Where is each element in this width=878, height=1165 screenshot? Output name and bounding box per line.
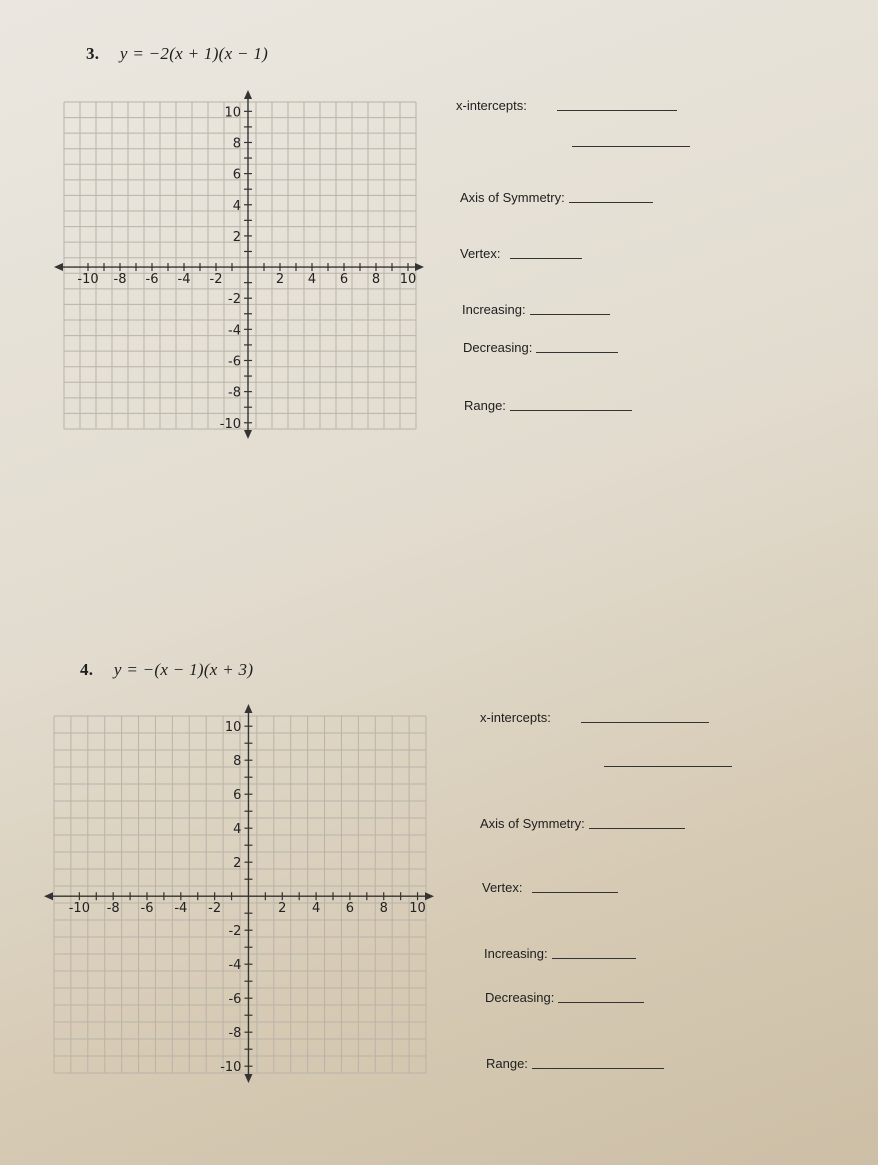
x-tick-label: 2	[278, 901, 287, 917]
increasing-field	[484, 946, 636, 961]
problem-number: 4.	[80, 660, 94, 679]
y-tick-label: 10	[224, 105, 241, 121]
x-intercepts-field	[480, 710, 709, 725]
y-tick-label: 2	[232, 229, 241, 245]
x-tick-label: -10	[68, 901, 90, 917]
increasing-field	[462, 302, 610, 317]
x-tick-label: -2	[208, 901, 222, 917]
x-tick-label: 2	[275, 272, 285, 288]
x-intercepts-blank-1[interactable]	[581, 722, 709, 723]
y-axis-arrow-down	[244, 430, 252, 439]
y-tick-label: 8	[233, 754, 242, 770]
grid-svg	[40, 702, 440, 1087]
y-tick-label: -2	[228, 924, 242, 940]
grid-lines	[54, 716, 426, 1076]
x-tick-label: -6	[140, 901, 154, 917]
axis-of-symmetry-label: Axis of Symmetry:	[480, 816, 585, 831]
x-intercepts-blank-2[interactable]	[604, 766, 732, 767]
x-tick-label: 6	[339, 272, 349, 288]
x-axis-arrow-right	[415, 263, 424, 271]
y-tick-label: -8	[228, 385, 241, 401]
y-tick-label: 10	[224, 720, 242, 736]
y-tick-label: 4	[233, 822, 242, 838]
vertex-field	[482, 880, 618, 895]
x-axis-arrow-left	[44, 892, 53, 900]
vertex-label: Vertex:	[460, 246, 501, 261]
problem-header	[86, 44, 268, 64]
vertex-blank[interactable]	[510, 258, 582, 259]
axis-of-symmetry-label: Axis of Symmetry:	[460, 190, 565, 205]
y-axis-arrow-up	[244, 704, 252, 713]
vertex-blank[interactable]	[532, 892, 618, 893]
decreasing-field	[463, 340, 618, 355]
vertex-label: Vertex:	[482, 880, 523, 895]
y-tick-label: 6	[232, 167, 241, 183]
x-tick-label: -2	[209, 272, 223, 288]
y-tick-label: -8	[228, 1026, 242, 1042]
x-tick-label: 8	[371, 272, 381, 288]
decreasing-label: Decreasing:	[463, 340, 533, 355]
y-tick-label: -4	[228, 958, 242, 974]
x-axis-arrow-left	[54, 263, 63, 271]
x-tick-label: 8	[379, 901, 388, 917]
range-label: Range:	[486, 1056, 528, 1071]
axis-of-symmetry-field	[480, 816, 685, 831]
x-tick-label: -4	[174, 901, 188, 917]
increasing-blank[interactable]	[530, 314, 610, 315]
y-tick-label: -4	[228, 323, 241, 339]
x-tick-label: 10	[399, 272, 417, 288]
y-axis-arrow-up	[244, 90, 252, 99]
x-tick-label: 10	[409, 901, 426, 917]
coordinate-grid[interactable]	[40, 702, 440, 1087]
x-tick-label: -6	[145, 272, 159, 288]
range-label: Range:	[464, 398, 506, 413]
range-blank[interactable]	[532, 1068, 664, 1069]
decreasing-label: Decreasing:	[485, 990, 555, 1005]
x-tick-label: 4	[311, 901, 321, 917]
y-tick-label: -6	[228, 354, 241, 370]
y-tick-label: 4	[232, 198, 241, 214]
y-tick-label: -2	[228, 292, 241, 308]
decreasing-blank[interactable]	[536, 352, 618, 353]
x-tick-label: -10	[77, 272, 99, 288]
y-tick-label: -6	[228, 992, 242, 1008]
problem-header	[80, 660, 253, 680]
y-tick-label: 8	[232, 136, 241, 152]
y-axis-arrow-down	[244, 1074, 252, 1083]
problem-equation: y = −2(x + 1)(x − 1)	[119, 44, 269, 63]
range-field	[486, 1056, 664, 1071]
axis-of-symmetry-blank[interactable]	[569, 202, 653, 203]
x-tick-label: 6	[345, 901, 355, 917]
x-tick-label: -4	[177, 272, 191, 288]
x-tick-label: 4	[307, 272, 317, 288]
vertex-field	[460, 246, 582, 261]
coordinate-grid[interactable]	[50, 88, 430, 443]
y-tick-label: -10	[219, 416, 241, 432]
x-intercepts-blank-2[interactable]	[572, 146, 690, 147]
problem-equation: y = −(x − 1)(x + 3)	[113, 660, 254, 679]
x-intercepts-label: x-intercepts:	[480, 710, 551, 725]
axis-of-symmetry-field	[460, 190, 653, 205]
x-intercepts-blank-1[interactable]	[557, 110, 677, 111]
increasing-blank[interactable]	[552, 958, 636, 959]
x-axis-arrow-right	[425, 892, 434, 900]
decreasing-blank[interactable]	[558, 1002, 644, 1003]
x-tick-label: -8	[113, 272, 127, 288]
increasing-label: Increasing:	[484, 946, 548, 961]
grid-svg	[50, 88, 430, 443]
range-blank[interactable]	[510, 410, 632, 411]
axis-of-symmetry-blank[interactable]	[589, 828, 685, 829]
y-tick-label: 6	[233, 788, 242, 804]
decreasing-field	[485, 990, 644, 1005]
y-tick-label: 2	[233, 856, 242, 872]
increasing-label: Increasing:	[462, 302, 526, 317]
y-tick-label: -10	[220, 1060, 242, 1076]
problem-number: 3.	[86, 44, 100, 63]
x-tick-label: -8	[106, 901, 120, 917]
x-intercepts-field	[456, 98, 677, 113]
range-field	[464, 398, 632, 413]
x-intercepts-label: x-intercepts:	[456, 98, 527, 113]
